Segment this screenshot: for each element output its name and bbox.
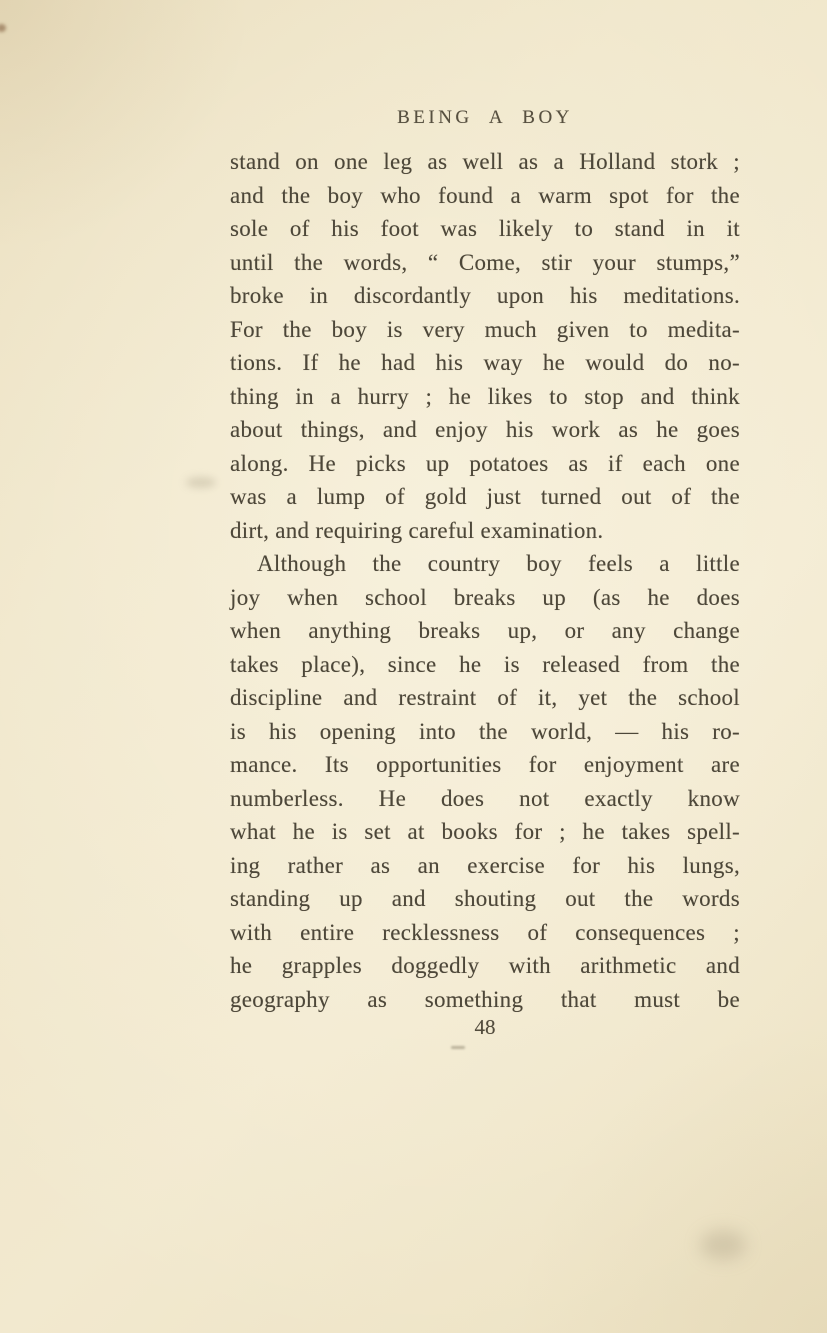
page-number: 48 (474, 1015, 496, 1039)
text-line: along. He picks up potatoes as if each one (230, 450, 740, 476)
text-line: mance. Its opportunities for enjoyment are (230, 752, 740, 777)
scan-smudge (186, 477, 216, 488)
text-line: takes place), since he is released from the (230, 651, 740, 677)
text-line: was a lump of gold just turned out of the (230, 484, 740, 509)
text-line: dirt, and requiring careful examination. (230, 517, 604, 543)
text-line: geography as something that must be (230, 986, 740, 1012)
text-line: and the boy who found a warm spot for the (230, 182, 740, 208)
running-header: BEING A BOY (397, 107, 573, 128)
text-line: what he is set at books for ; he takes spell- (230, 819, 740, 844)
text-line: broke in discordantly upon his meditations. (230, 283, 740, 308)
scan-smudge (700, 1230, 746, 1260)
text-line: discipline and restraint of it, yet the school (230, 685, 740, 710)
text-line: is his opening into the world, — his ro- (230, 718, 740, 744)
text-line: with entire recklessness of consequences ; (230, 919, 740, 945)
text-line: until the words, “ Come, stir your stumps,” (230, 249, 740, 275)
text-line: when anything breaks up, or any change (230, 618, 740, 643)
text-line: tions. If he had his way he would do no- (230, 350, 740, 375)
text-line: stand on one leg as well as a Holland stork ; (230, 149, 740, 174)
text-line: joy when school breaks up (as he does (230, 584, 740, 610)
text-line: numberless. He does not exactly know (230, 785, 740, 811)
text-line: he grapples doggedly with arithmetic and (230, 953, 740, 978)
text-line: standing up and shouting out the words (230, 886, 740, 911)
body-text (230, 145, 740, 1016)
scan-speck (0, 24, 6, 32)
scan-mark (451, 1046, 465, 1049)
text-line: sole of his foot was likely to stand in it (230, 216, 740, 241)
text-line: Although the country boy feels a little (257, 551, 740, 576)
text-line: ing rather as an exercise for his lungs, (230, 852, 740, 878)
text-line: For the boy is very much given to medita- (230, 316, 740, 342)
text-line: thing in a hurry ; he likes to stop and think (230, 383, 740, 409)
text-line: about things, and enjoy his work as he goes (230, 417, 740, 442)
